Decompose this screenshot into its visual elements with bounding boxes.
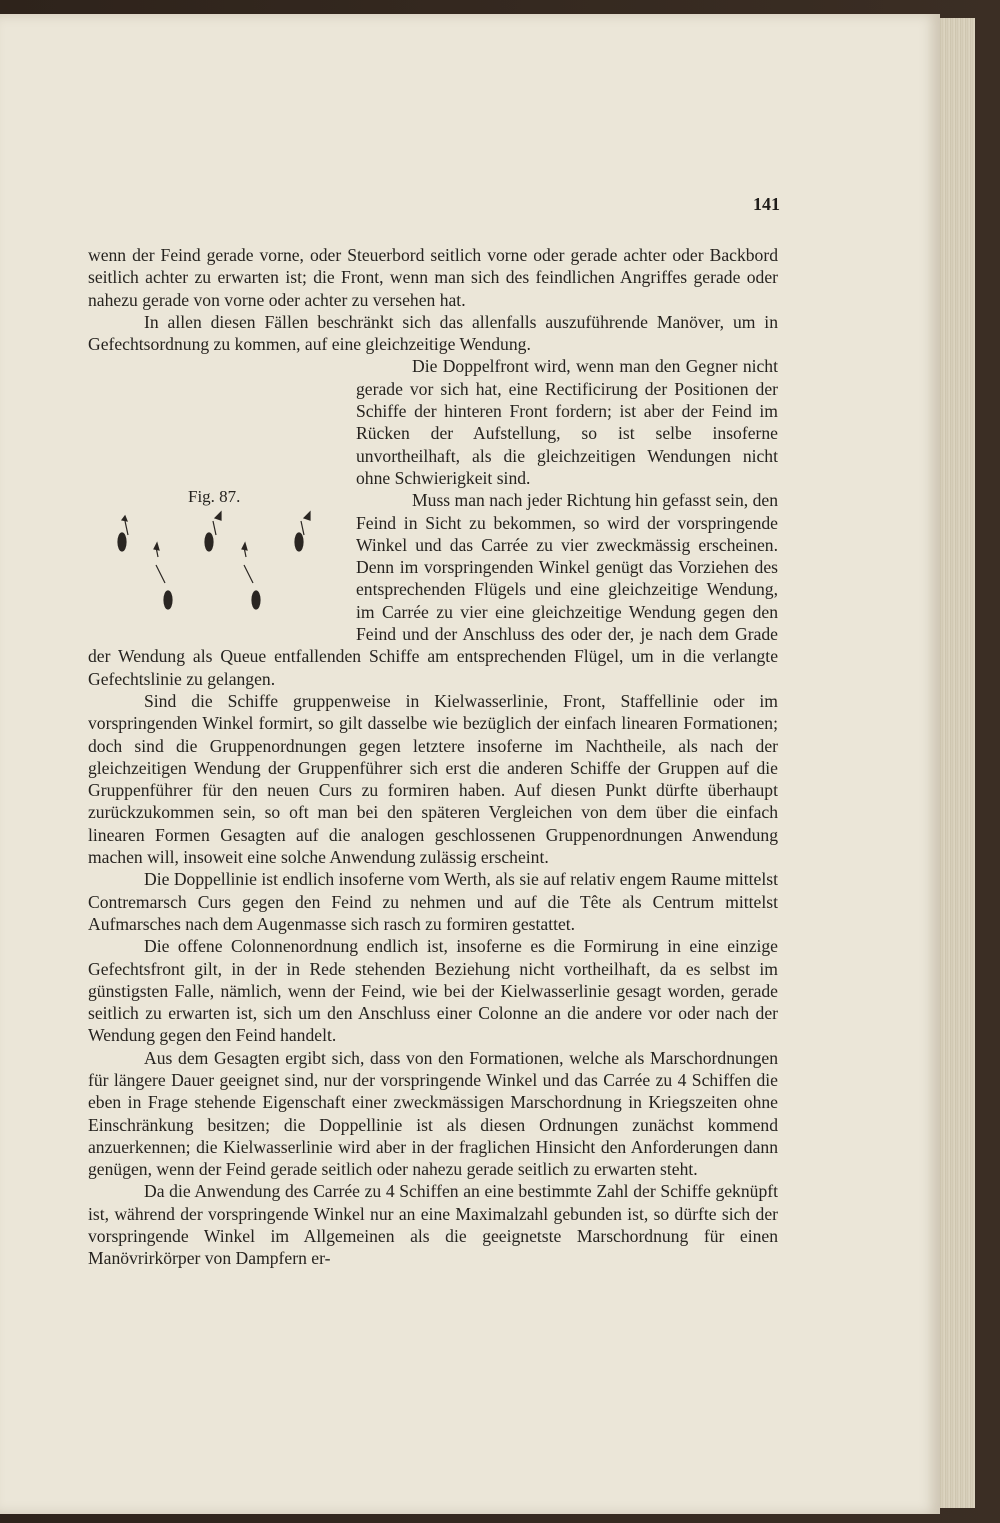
paragraph-8: Aus dem Gesagten ergibt sich, dass von den Formationen, welche als Marschordnungen für längere Dauer geeignet sind, nur der vorspringende Winkel und das Carrée zu 4 Schiffen die eben in Frage stehende Eigenschaft einer zweckmässigen Marschordnung in Kriegszeiten ohne Einschränkung besitzen; die Doppellinie ist als diesen Ordnungen zunächst kommend anzuerkennen; die Kielwasserlinie wird aber in der fraglichen Hinsicht den Anforderungen dann genügen, wenn der Feind gerade seitlich oder nahezu gerade seitlich zu erwarten steht. [88,1047,778,1180]
ship-icon [118,516,128,551]
ship-icon [205,512,221,551]
paragraph-7: Die offene Colonnenordnung endlich ist, insoferne es die Formirung in eine einzige Gefechtsfront gilt, in der in Rede stehenden Beziehung nicht vortheilhaft, da es selbst im günstigsten Falle, nämlich, wenn der Feind, wie bei der Kielwasserlinie gesagt worden, gerade seitlich zu erwarten ist, sich um den Anschluss einer Colonne an die andere vor oder nach der Wendung gegen den Feind handelt. [88,936,778,1046]
paragraph-2: In allen diesen Fällen beschränkt sich das allenfalls auszuführende Manöver, um in Gefechtsordnung zu kommen, auf eine gleichzeitige Wendung. [88,311,778,355]
ship-icon [242,543,260,609]
paragraph-9: Da die Anwendung des Carrée zu 4 Schiffen an eine bestimmte Zahl der Schiffe geknüpft ist, während der vorspringende Winkel nur an eine Maximalzahl gebunden ist, so dürfte sich der vorspringende Winkel im Allgemeinen als die geeignetste Marschordnung für einen Manövrirkörper von Dampfern er- [88,1181,778,1269]
book-page [0,14,940,1514]
body-text [88,244,778,1270]
paragraph-3: Die Doppelfront wird, wenn man den Gegner nicht gerade vor sich hat, eine Rectificirung der Positionen der Schiffe der hinteren Front fordern; ist aber der Feind im Rücken der Aufstellung, so ist selbe insoferne unvortheilhaft, als die gleichzeitigen Wendungen nicht ohne Schwierigkeit sind. [356,356,778,488]
paragraph-6: Die Doppellinie ist endlich insoferne vom Werth, als sie auf relativ engem Raume mittelst Contremarsch Curs gegen den Feind zu nehmen und auf die Tête als Centrum mittelst Aufmarsches nach dem Augenmasse sich rasch zu formiren gestattet. [88,869,778,934]
ship-icon [295,512,310,551]
paragraph-5: Sind die Schiffe gruppenweise in Kielwasserlinie, Front, Staffellinie oder im vorspringenden Winkel formirt, so gilt dasselbe wie bezüglich der einfach linearen Formationen; doch sind die Gruppenordnungen gegen letztere insoferne im Nachtheile, als nach der gleichzeitigen Wendung der Gruppenführer sich erst die anderen Schiffe der Gruppen auf die Gruppenführer für den neuen Curs zu formiren haben. Auf diesen Punkt dürfte überhaupt zurückzukommen sein, so oft man bei den späteren Vergleichen von dem über die einfach linearen Formen Gesagten auf die analogen geschlossenen Gruppenordnungen Anwendung machen will, insoweit eine solche Anwendung zulässig erscheint. [88,690,778,868]
ship-icon [154,543,172,609]
paragraph-1: wenn der Feind gerade vorne, oder Steuerbord seitlich vorne oder gerade achter oder Backbord seitlich achter zu erwarten ist; die Front, wenn man sich des feindlichen Angriffes gerade oder nahezu gerade von vorne oder achter zu versehen hat. [88,245,778,310]
page-number: 141 [753,194,780,214]
paragraph-4: Muss man nach jeder Richtung hin gefasst sein, den Feind in Sicht zu bekommen, so wird der vorspringende Winkel und das Carrée zu vier zweckmässig erscheinen. Denn im vorspringenden Winkel genügt das Vorziehen des entsprechenden Flügels und eine gleichzeitige Wendung, im Carrée zu vier eine gleichzeitige Wendung gegen den Feind und der Anschluss des oder der, je nach dem Grade der Wendung als Queue entfallenden Schiffe am entsprechenden Flügel, um in die verlangte Gefechtslinie zu gelangen. [88,490,778,689]
figure-87 [88,355,350,625]
ship-formation-diagram [88,505,328,615]
figure-caption: Fig. 87. [188,487,241,507]
